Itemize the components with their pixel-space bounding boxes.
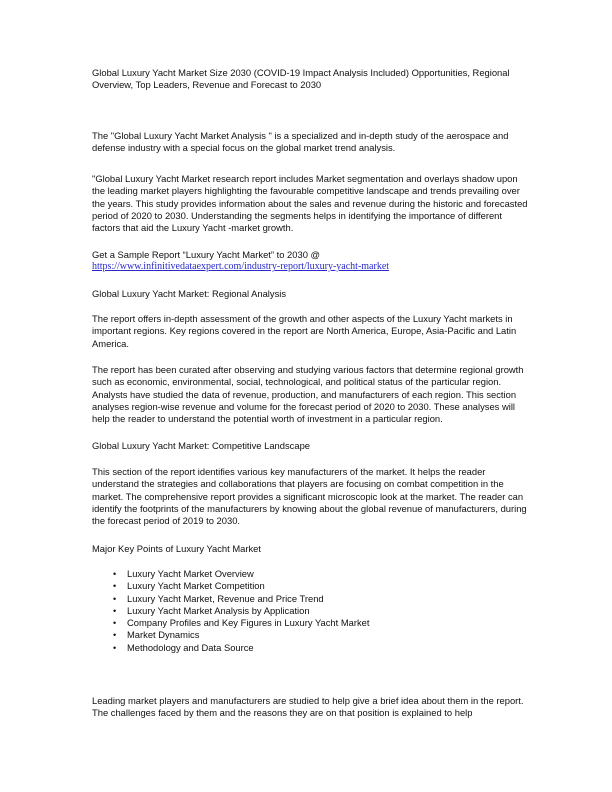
regional-heading: Global Luxury Yacht Market: Regional Analysis xyxy=(92,288,287,299)
sample-report-block xyxy=(92,249,532,274)
list-item-text: Market Dynamics xyxy=(127,629,200,641)
bullet-icon: • xyxy=(113,618,117,629)
list-item-text: Luxury Yacht Market, Revenue and Price Trend xyxy=(127,592,324,604)
key-points-list xyxy=(92,568,532,654)
sample-report-text: Get a Sample Report “Luxury Yacht Market” to 2030 @ xyxy=(92,249,321,260)
competitive-heading: Global Luxury Yacht Market: Competitive Landscape xyxy=(92,440,310,451)
research-paragraph: "Global Luxury Yacht Market research report includes Market segmentation and overlays shadow upon the leading market players highlighting the favourable competitive landscape and trends prevailing over the years. This study provides information about the sales and revenue during the historic and forecasted period of 2020 to 2030. Understanding the segments helps in identifying the importance of different factors that aid the Luxury Yacht -market growth. xyxy=(92,173,528,234)
sample-report-link[interactable]: https://www.infinitivedataexpert.com/industry-report/luxury-yacht-market xyxy=(92,261,390,273)
list-item xyxy=(92,617,532,629)
bullet-icon: • xyxy=(113,569,117,579)
list-item-text: Luxury Yacht Market Overview xyxy=(127,568,254,579)
list-item xyxy=(92,568,532,580)
list-item xyxy=(92,593,532,605)
regional-paragraph-2: The report has been curated after observing and studying various factors that determine regional growth such as economic, environmental, social, technological, and political status of the particular region. Analysts have studied the data of revenue, production, and manufacturers of each region. This section analyses region-wise revenue and volume for the forecast period of 2020 to 2030. These analyses will help the reader to understand the potential worth of investment in a particular region. xyxy=(92,364,524,425)
list-item-text: Luxury Yacht Market Analysis by Application xyxy=(127,604,310,616)
list-item-text: Company Profiles and Key Figures in Luxury Yacht Market xyxy=(127,617,370,629)
bullet-icon: • xyxy=(113,593,117,604)
keypoints-heading: Major Key Points of Luxury Yacht Market xyxy=(92,543,261,554)
bullet-icon: • xyxy=(113,642,117,653)
document-page xyxy=(92,0,532,792)
intro-paragraph: The "Global Luxury Yacht Market Analysis " is a specialized and in-depth study of the aerospace and defense industry with a special focus on the global market trend analysis. xyxy=(92,130,509,154)
list-item-text: Methodology and Data Source xyxy=(127,641,254,653)
regional-paragraph-1: The report offers in-depth assessment of the growth and other aspects of the Luxury Yacht markets in important regions. Key regions covered in the report are North America, Europe, Asia-Pacific and Latin America. xyxy=(92,313,517,349)
closing-paragraph: Leading market players and manufacturers are studied to help give a brief idea about them in the report. The challenges faced by them and the reasons they are on that position is explained to help xyxy=(92,695,524,719)
list-item xyxy=(92,605,532,617)
list-item xyxy=(92,629,532,641)
document-title: Global Luxury Yacht Market Size 2030 (COVID-19 Impact Analysis Included) Opportunities, Regional Overview, Top Leaders, Revenue and Forecast to 2030 xyxy=(92,67,510,91)
bullet-icon: • xyxy=(113,630,117,641)
list-item xyxy=(92,580,532,592)
list-item-text: Luxury Yacht Market Competition xyxy=(127,580,265,592)
competitive-paragraph: This section of the report identifies various key manufacturers of the market. It helps the reader understand the strategies and collaborations that players are focusing on combat competition in the market. The comprehensive report provides a significant microscopic look at the market. The reader can identify the footprints of the manufacturers by knowing about the global revenue of manufacturers, during the forecast period of 2019 to 2030. xyxy=(92,466,527,527)
list-item xyxy=(92,642,532,654)
bullet-icon: • xyxy=(113,581,117,592)
bullet-icon: • xyxy=(113,605,117,616)
